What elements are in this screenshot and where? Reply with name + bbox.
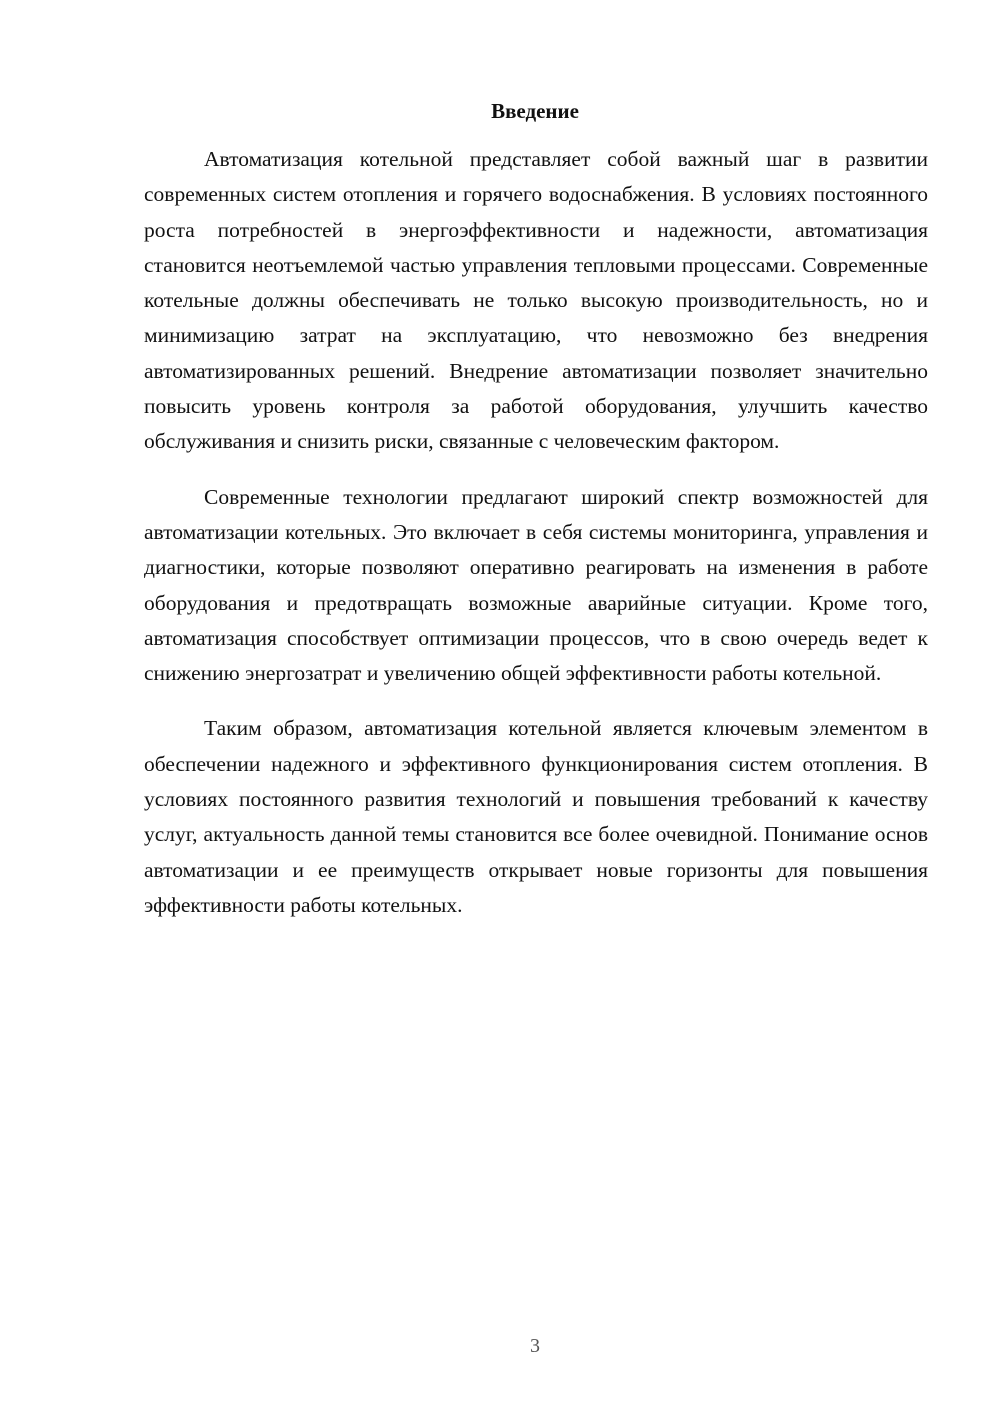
- section-title: Введение: [491, 99, 579, 123]
- paragraph-3: Таким образом, автоматизация котельной является ключевым элементом в обеспечении надежного и эффективного функционирования систем отопления. В условиях постоянного развития технологий и повышения требований к качеству услуг, актуальность данной темы становится все более очевидной. Понимание основ автоматизации и ее преимуществ открывает новые горизонты для повышения эффективности работы котельных.: [144, 716, 928, 917]
- paragraph-2: Современные технологии предлагают широкий спектр возможностей для автоматизации котельных. Это включает в себя системы мониторинга, управления и диагностики, которые позволяют оперативно реагировать на изменения в работе оборудования и предотвращать возможные аварийные ситуации. Кроме того, автоматизация способствует оптимизации процессов, что в свою очередь ведет к снижению энергозатрат и увеличению общей эффективности работы котельной.: [144, 484, 928, 686]
- paragraph-1: Автоматизация котельной представляет собой важный шаг в развитии современных систем отопления и горячего водоснабжения. В условиях постоянного роста потребностей в энергоэффективности и надежности, автоматизация становится неотъемлемой частью управления тепловыми процессами. Современные котельные должны обеспечивать не только высокую производительность, но и минимизацию затрат на эксплуатацию, что невозможно без внедрения автоматизированных решений. Внедрение автоматизации позволяет значительно повысить уровень контроля за работой оборудования, улучшить качество обслуживания и снизить риски, связанные с человеческим фактором.: [144, 147, 928, 454]
- body-text: [144, 142, 928, 923]
- page-number: 3: [530, 1335, 540, 1357]
